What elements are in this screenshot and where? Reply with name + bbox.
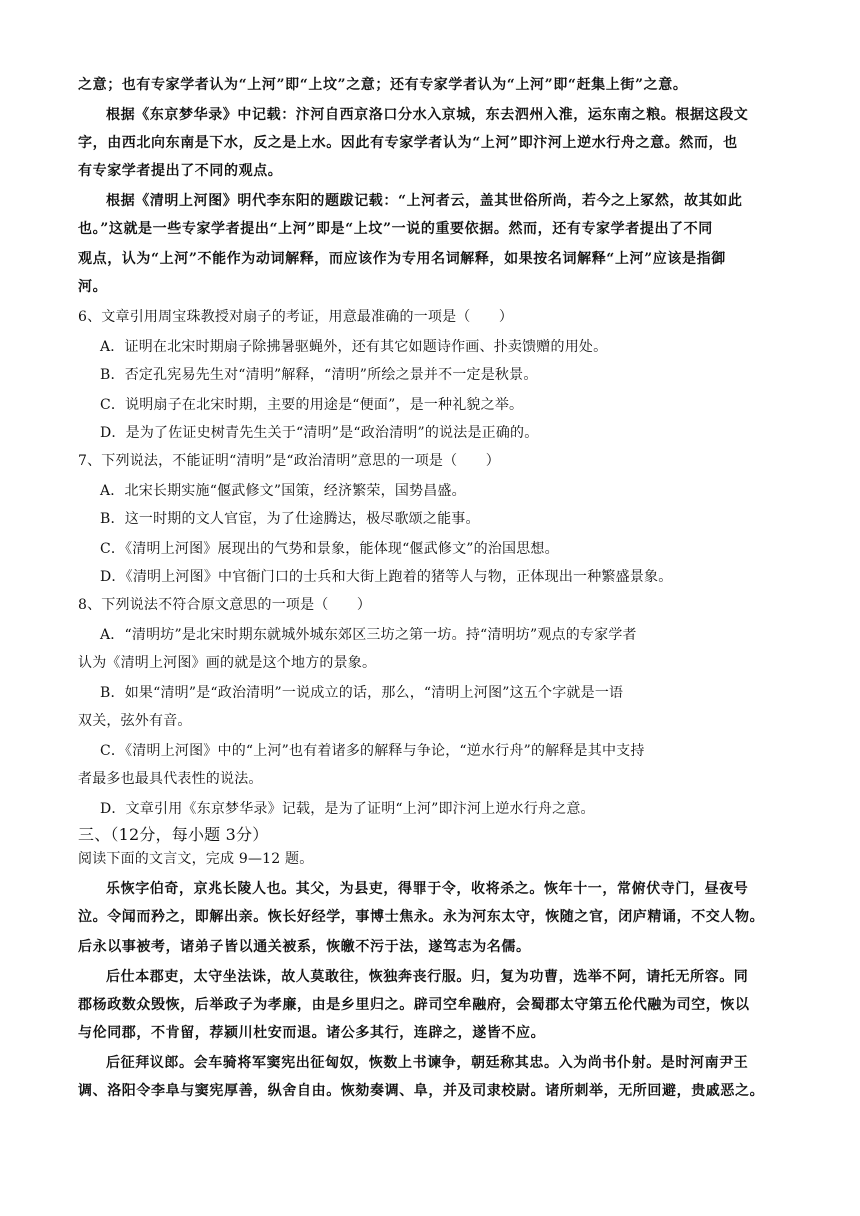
passage-line: 字，由西北向东南是下水，反之是上水。因此有专家学者认为“上河”即汴河上逆水行舟之意。然而，也 [78, 135, 738, 151]
passage-line: 之意；也有专家学者认为“上河”即“上坟”之意；还有专家学者认为“上河”即“赶集上街”之意。 [78, 77, 688, 93]
passage-line: 根据《东京梦华录》中记载：汴河自西京洛口分水入京城，东去泗州入淮，运东南之粮。根据这段文 [106, 107, 749, 123]
section-3-instruction: 阅读下面的文言文，完成 9—12 题。 [78, 851, 314, 867]
question-8-option-c-cont: 者最多也最具代表性的说法。 [78, 771, 263, 787]
question-6-option-a: A．证明在北宋时期扇子除拂暑驱蝇外，还有其它如题诗作画、扑卖馈赠的用处。 [100, 339, 608, 355]
section-3-heading: 三、（12分，每小题 3分） [78, 825, 269, 844]
passage-line: 根据《清明上河图》明代李东阳的题跋记载：“上河者云，盖其世俗所尚，若今之上冢然，故其如此 [106, 193, 743, 209]
question-8-stem: 8、下列说法不符合原文意思的一项是（ ） [78, 597, 372, 613]
classical-text-line: 与伦同郡，不肯留，荐颍川杜安而退。诸公多其行，连辟之，遂皆不应。 [78, 1025, 546, 1041]
classical-text-line: 泣。令闻而矜之，即解出亲。恢长好经学，事博士焦永。永为河东太守，恢随之官，闭庐精诵，不交人物。 [78, 909, 765, 925]
passage-line: 也。”这就是一些专家学者提出“上河”即是“上坟”一说的重要依据。然而，还有专家学者提出了不同 [78, 221, 713, 237]
question-7-option-a: A．北宋长期实施“偃武修文”国策，经济繁荣，国势昌盛。 [100, 483, 466, 499]
classical-text-line: 调、洛阳令李阜与窦宪厚善，纵舍自由。恢劾奏调、阜，并及司隶校尉。诸所刺举，无所回避，贵戚恶之。 [78, 1083, 765, 1099]
question-8-option-c: C．《清明上河图》中的“上河”也有着诸多的解释与争论，“逆水行舟”的解释是其中支持 [100, 743, 645, 759]
question-8-option-a: A．“清明坊”是北宋时期东就城外城东郊区三坊之第一坊。持“清明坊”观点的专家学者 [100, 627, 637, 643]
classical-text-line: 后仕本郡吏，太守坐法诛，故人莫敢往，恢独奔丧行服。归，复为功曹，选举不阿，请托无所容。同 [106, 969, 749, 985]
question-6-stem: 6、文章引用周宝珠教授对扇子的考证，用意最准确的一项是（ ） [78, 309, 514, 325]
question-7-option-b: B．这一时期的文人官宦，为了仕途腾达，极尽歌颂之能事。 [100, 511, 480, 527]
question-8-option-d: D．文章引用《东京梦华录》记载，是为了证明“上河”即汴河上逆水行舟之意。 [100, 801, 595, 817]
question-7-option-c: C．《清明上河图》展现出的气势和景象，能体现“偃武修文”的治国思想。 [100, 541, 559, 557]
question-8-option-b: B．如果“清明”是“政治清明”一说成立的话，那么，“清明上河图”这五个字就是一语 [100, 685, 624, 701]
question-8-option-a-cont: 认为《清明上河图》画的就是这个地方的景象。 [78, 655, 377, 671]
question-6-option-b: B．否定孔宪易先生对“清明”解释，“清明”所绘之景并不一定是秋景。 [100, 367, 538, 383]
question-6-option-d: D．是为了佐证史树青先生关于“清明”是“政治清明”的说法是正确的。 [100, 425, 539, 441]
classical-text-line: 郡杨政数众毁恢，后举政子为孝廉，由是乡里归之。辟司空牟融府，会蜀郡太守第五伦代融为司空，恢以 [78, 997, 750, 1013]
question-7-stem: 7、下列说法，不能证明“清明”是“政治清明”意思的一项是（ ） [78, 453, 500, 469]
classical-text-line: 乐恢字伯奇，京兆长陵人也。其父，为县吏，得罪于令，收将杀之。恢年十一，常俯伏寺门，昼夜号 [106, 881, 749, 897]
question-8-option-b-cont: 双关，弦外有音。 [78, 713, 192, 729]
classical-text-line: 后征拜议郎。会车骑将军窦宪出征匈奴，恢数上书谏争，朝廷称其忠。入为尚书仆射。是时河南尹王 [106, 1055, 749, 1071]
classical-text-line: 后永以事被考，诸弟子皆以通关被系，恢皦不污于法，遂笃志为名儒。 [78, 939, 531, 955]
passage-line: 有专家学者提出了不同的观点。 [78, 163, 283, 179]
passage-line: 观点，认为“上河”不能作为动词解释，而应该作为专用名词解释，如果按名词解释“上河”应该是指御 [78, 251, 726, 267]
question-6-option-c: C．说明扇子在北宋时期，主要的用途是“便面”，是一种礼貌之举。 [100, 397, 524, 413]
passage-line: 河。 [78, 279, 108, 295]
question-7-option-d: D．《清明上河图》中官衙门口的士兵和大街上跑着的猪等人与物，正体现出一种繁盛景象。 [100, 569, 673, 585]
